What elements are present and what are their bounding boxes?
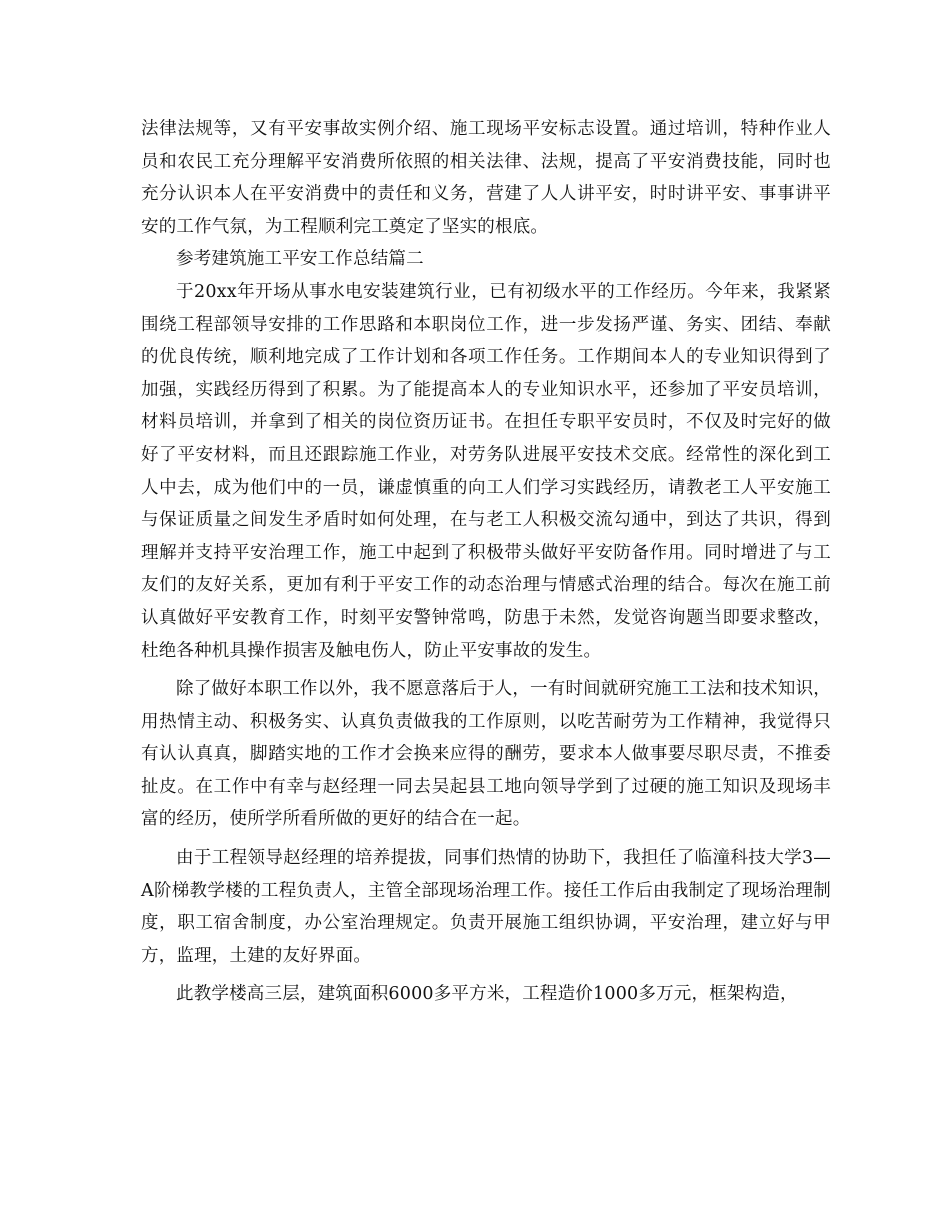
paragraph-project-lead: 由于工程领导赵经理的培养提拔，同事们热情的协助下，我担任了临潼科技大学3—A阶梯教学楼的工程负责人，主管全部现场治理工作。接任工作后由我制定了现场治理制度，职工宿舍制度，办公室治理规定。负责开展施工组织协调，平安治理，建立好与甲方，监理，土建的友好界面。 [141, 848, 831, 966]
paragraph-work-experience: 于20xx年开场从事水电安装建筑行业，已有初级水平的工作经历。今年来，我紧紧围绕工程部领导安排的工作思路和本职岗位工作，进一步发扬严谨、务实、团结、奉献的优良传统，顺利地完成了工作计划和各项工作任务。工作期间本人的专业知识得到了加强，实践经历得到了积累。为了能提高本人的专业知识水平，还参加了平安员培训，材料员培训，并拿到了相关的岗位资历证书。在担任专职平安员时，不仅及时完好的做好了平安材料，而且还跟踪施工作业，对劳务队进展平安技术交底。经常性的深化到工人中去，成为他们中的一员，谦虚慎重的向工人们学习实践经历，请教老工人平安施工与保证质量之间发生矛盾时如何处理，在与老工人积极交流勾通中，到达了共识，得到理解并支持平安治理工作，施工中起到了积极带头做好平安防备作用。同时增进了与工友们的友好关系，更加有利于平安工作的动态治理与情感式治理的结合。每次在施工前认真做好平安教育工作，时刻平安警钟常鸣，防患于未然，发觉咨询题当即要求整改，杜绝各种机具操作损害及触电伤人，防止平安事故的发生。 [141, 281, 831, 661]
section-heading: 参考建筑施工平安工作总结篇二 [176, 249, 424, 270]
paragraph-continued: 法律法规等，又有平安事故实例介绍、施工现场平安标志设置。通过培训，特种作业人员和农民工充分理解平安消费所依照的相关法律、法规，提高了平安消费技能，同时也充分认识本人在平安消费中的责任和义务，营建了人人讲平安，时时讲平安、事事讲平安的工作气氛，为工程顺利完工奠定了坚实的根底。 [141, 119, 831, 237]
paragraph-self-study: 除了做好本职工作以外，我不愿意落后于人，一有时间就研究施工工法和技术知识，用热情主动、积极务实、认真负责做我的工作原则，以吃苦耐劳为工作精神，我觉得只有认认真真，脚踏实地的工作才会换来应得的酬劳，要求本人做事要尽职尽责，不推委扯皮。在工作中有幸与赵经理一同去吴起县工地向领导学到了过硬的施工知识及现场丰富的经历，使所学所看所做的更好的结合在一起。 [141, 679, 831, 830]
paragraph-building-info: 此教学楼高三层，建筑面积6000多平方米，工程造价1000多万元，框架构造， [176, 984, 798, 1005]
document-body [141, 113, 831, 1011]
